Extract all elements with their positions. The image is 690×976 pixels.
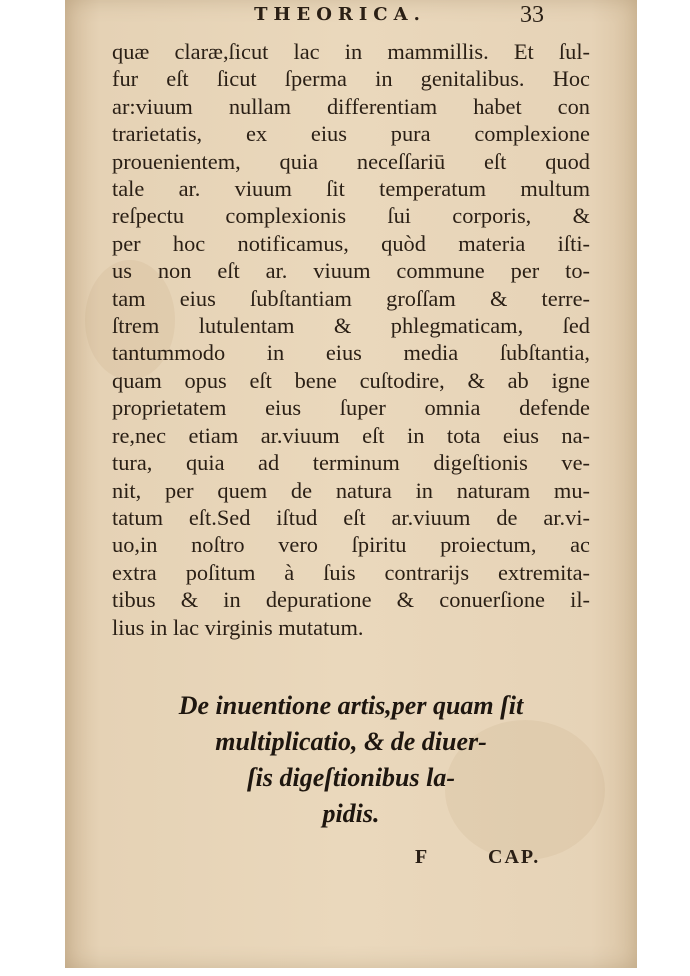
chapter-heading	[112, 688, 590, 832]
text-line: tibus & in depuratione & conuerſione il-	[112, 587, 590, 613]
text-line: tale ar. viuum ſit temperatum multum	[112, 176, 590, 202]
text-line: reſpectu complexionis ſui corporis, &	[112, 203, 590, 229]
text-line: ſtrem lutulentam & phlegmaticam, ſed	[112, 313, 590, 339]
text-line: fur eſt ſicut ſperma in genitalibus. Hoc	[112, 66, 590, 92]
heading-line: multiplicatio, & de diuer-	[215, 727, 487, 756]
text-line: nit, per quem de natura in naturam mu-	[112, 477, 590, 503]
book-page	[65, 0, 637, 968]
text-line: tantummodo in eius media ſubſtantia,	[112, 340, 590, 366]
text-line: re,nec etiam ar.viuum eſt in tota eius na-	[112, 422, 590, 448]
text-line: quam opus eſt bene cuſtodire, & ab igne	[112, 367, 590, 393]
text-line: ar:viuum nullam differentiam habet con	[112, 93, 590, 119]
text-line: tatum eſt.Sed iſtud eſt ar.viuum de ar.vi-	[112, 504, 590, 530]
text-line: us non eſt ar. viuum commune per to-	[112, 258, 590, 284]
text-line: extra poſitum à ſuis contrarijs extremita-	[112, 559, 590, 585]
text-line: tura, quia ad terminum digeſtionis ve-	[112, 450, 590, 476]
body-paragraph	[112, 38, 590, 641]
text-line: proprietatem eius ſuper omnia defende	[112, 395, 590, 421]
heading-line: pidis.	[322, 799, 380, 828]
text-line: prouenientem, quia neceſſariū eſt quod	[112, 148, 590, 174]
signature-mark: F	[415, 846, 428, 868]
text-line: uo,in noſtro vero ſpiritu proiectum, ac	[112, 532, 590, 558]
catchword: CAP.	[488, 846, 541, 868]
running-head-title: THEORICA.	[254, 4, 426, 25]
text-line: quæ claræ,ſicut lac in mammillis. Et ſul-	[112, 39, 590, 64]
heading-line: ſis digeſtionibus la-	[246, 763, 455, 792]
text-line: trarietatis, ex eius pura complexione	[112, 121, 590, 147]
page-number: 33	[520, 2, 544, 28]
text-line: per hoc notificamus, quòd materia iſti-	[112, 230, 590, 256]
heading-line: De inuentione artis,per quam ſit	[178, 691, 524, 720]
text-line: lius in lac virginis mutatum.	[112, 614, 364, 640]
text-line: tam eius ſubſtantiam groſſam & terre-	[112, 285, 590, 311]
